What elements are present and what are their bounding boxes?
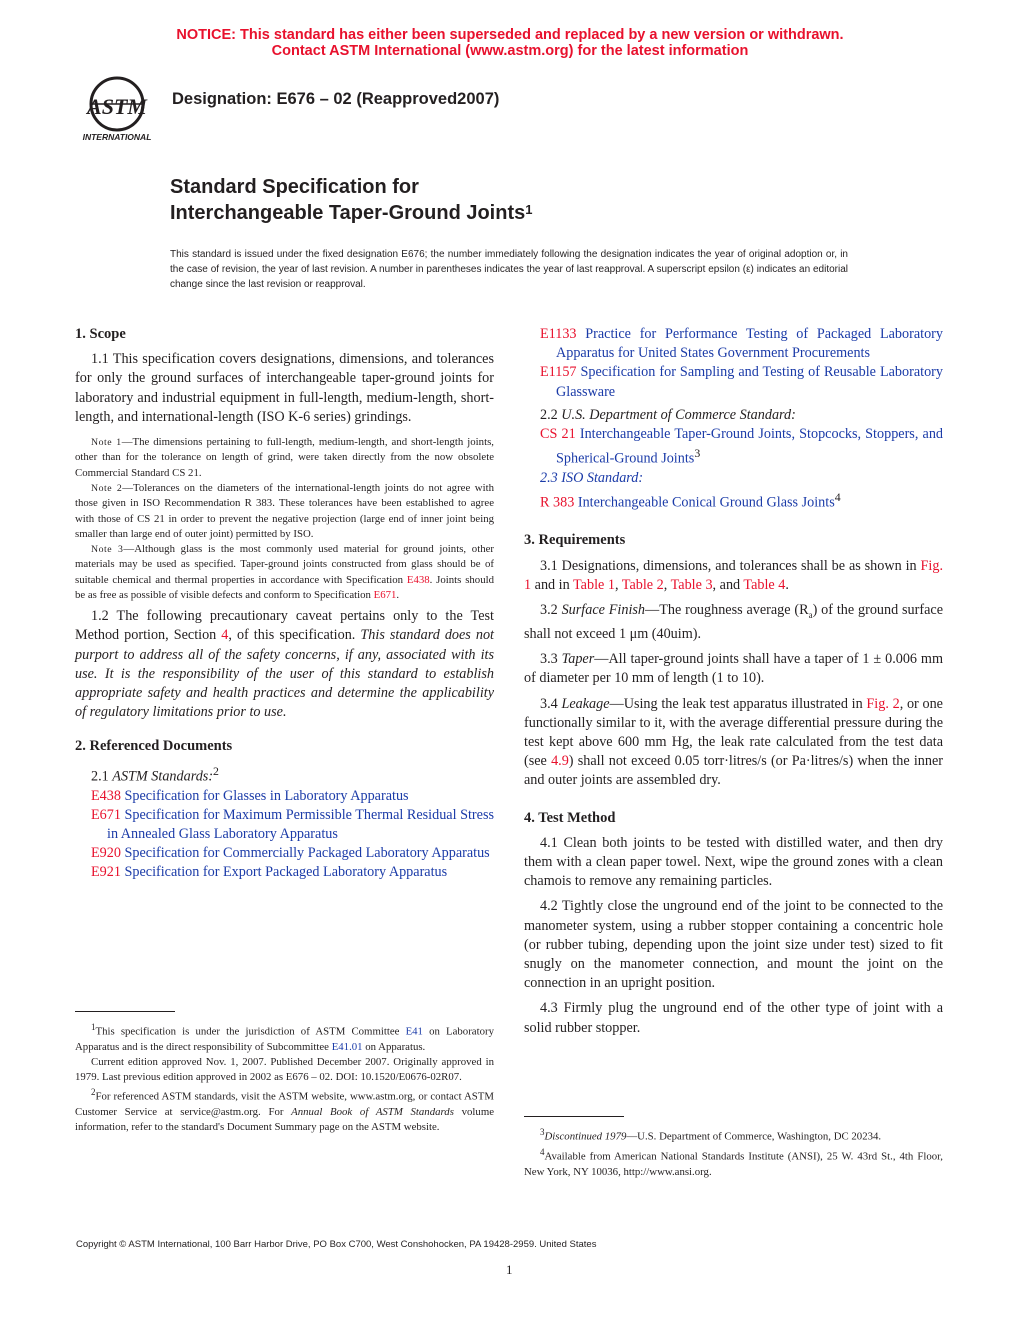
test-4-3: 4.3 Firmly plug the unground end of the other type of joint with a solid rubber stopper. (524, 1000, 943, 1036)
footnote-2 (75, 1085, 494, 1135)
ref-r383-title[interactable]: Interchangeable Conical Ground Glass Joints (574, 495, 835, 512)
link-table-3[interactable]: Table 3 (670, 576, 713, 593)
link-table-4[interactable]: Table 4 (743, 576, 786, 593)
test-4-2: 4.2 Tightly close the unground end of the joint to be connected to the manometer system, using a rubber stopper containing a concentric hole (or rubber tubing, depending upon the joint size under test) sized to fit snugly on the manometer connection, and mount the joint on the connection in an upright position. (524, 898, 943, 992)
reference-item[interactable] (540, 325, 943, 363)
commerce-standard-label (524, 406, 943, 425)
fn2-mark: 2 (91, 1087, 96, 1098)
req-3-4-d: ) shall not exceed 0.05 torr·litres/s (or Pa·litres/s) when the inner and outer joints are assembled dry. (524, 753, 944, 789)
astm-logo (72, 74, 162, 146)
req-3-1 (524, 557, 943, 595)
reference-item[interactable] (91, 787, 494, 806)
req-3-3-a: 3.3 (540, 651, 562, 668)
req-3-1-a: 3.1 Designations, dimensions, and tolerances shall be as shown in (540, 557, 921, 574)
astm-standards-label (75, 762, 494, 787)
title-line-1: Standard Specification for (170, 176, 419, 198)
logo-caption: INTERNATIONAL (82, 132, 152, 142)
req-3-2-a: 3.2 (540, 601, 562, 618)
fn1-a: This specification is under the jurisdiction of ASTM Committee (95, 1025, 406, 1038)
footnote-4 (524, 1145, 943, 1180)
reference-code[interactable]: E1157 (540, 364, 577, 381)
reference-title[interactable]: Specification for Commercially Packaged Laboratory Apparatus (120, 845, 490, 862)
req-3-4-italic: Leakage (561, 695, 610, 712)
reference-list-left (75, 787, 494, 883)
fn3-b: —U.S. Department of Commerce, Washington, DC 20234. (626, 1130, 882, 1143)
footnotes-left (75, 1020, 494, 1136)
r383-footnote-ref[interactable]: 4 (834, 490, 841, 505)
reference-item[interactable] (91, 844, 494, 863)
title-footnote-ref[interactable]: 1 (525, 202, 533, 217)
commerce-label-num: 2.2 (540, 406, 562, 423)
reference-title[interactable]: Specification for Sampling and Testing of Reusable Laboratory Glassware (556, 364, 943, 400)
footnote-divider-right (524, 1116, 624, 1117)
footnote-1-edition: Current edition approved Nov. 1, 2007. Published December 2007. Originally approved in 1979. Last previous edition approved in 2002 as E676 – 02. DOI: 10.1520/E0676-02R07. (75, 1056, 494, 1084)
scope-1-2-a: 1.2 The following precautionary caveat pertains only to the Test Method portion, Section (75, 608, 494, 644)
notice-line-1: NOTICE: This standard has either been superseded and replaced by a new version or withdrawn. (176, 27, 844, 43)
note-3-label: Note 3 (91, 544, 124, 556)
section-1-heading: 1. Scope (75, 326, 126, 342)
logo-mark: ASTM (87, 94, 147, 119)
footnote-3 (524, 1125, 943, 1145)
req-3-3 (524, 650, 943, 688)
scope-1-2-b: , of this specification. (228, 627, 361, 644)
footnotes-right (524, 1125, 943, 1180)
req-3-4 (524, 695, 943, 791)
note-3 (75, 542, 494, 603)
copyright: Copyright © ASTM International, 100 Barr Harbor Drive, PO Box C700, West Conshohocken, PA 19428-2959. United States (76, 1239, 597, 1250)
reference-title[interactable]: Specification for Export Packaged Laboratory Apparatus (120, 864, 448, 881)
fn2-b: volume information, refer to the standard's Document Summary page on the ASTM website. (75, 1106, 495, 1134)
req-3-1-e: , and (712, 576, 744, 593)
title-line-2 (170, 200, 532, 226)
reference-code[interactable]: E1133 (540, 326, 577, 342)
issued-statement: This standard is issued under the fixed designation E676; the number immediately following the designation indicates the year of original adoption or, in the case of revision, the year of last revision. A number in parentheses indicates the year of last reapproval. A superscript epsilon (ε) indicates an editorial change since the last revision or reapproval. (170, 249, 848, 290)
reference-item[interactable] (91, 863, 494, 882)
link-e41[interactable]: E41 (405, 1025, 423, 1038)
link-e41-01[interactable]: E41.01 (331, 1040, 363, 1053)
req-3-3-italic: Taper (561, 651, 595, 668)
note-1 (75, 435, 494, 481)
reference-list-right (524, 325, 943, 402)
note-1-text: —The dimensions pertaining to full-length, medium-length, and short-length joints, other than for the tolerance on length of grind, were taken directly from the now obsolete Commercial Standard CS 21. (75, 436, 494, 479)
req-3-2 (524, 601, 943, 644)
note-3-text-b: . Joints should be as free as possible of visible defects and conform to Specification (75, 573, 494, 601)
reference-title[interactable]: Specification for Glasses in Laboratory Apparatus (120, 787, 409, 804)
note-3-text-c: . (396, 588, 400, 601)
ref-cs21-title[interactable]: Interchangeable Taper-Ground Joints, Stopcocks, Stoppers, and Spherical-Ground Joints (556, 426, 944, 467)
fn2-a: For referenced ASTM standards, visit the ASTM website, www.astm.org, or contact ASTM Customer Service at service@astm.org. For (75, 1091, 494, 1119)
req-3-1-d: , (663, 576, 671, 593)
scope-1-1: 1.1 This specification covers designations, dimensions, and tolerances for only the ground surfaces of interchangeable taper-ground joints for laboratory and industrial equipment in full-length, medium-length, short-length, and international-length (ISO K-6 series) grindings. (75, 351, 494, 425)
test-4-1: 4.1 Clean both joints to be tested with distilled water, and then dry them with a clean paper towel. Next, wipe the ground zones with a clean chamois to remove any remaining particles. (524, 834, 943, 890)
astm-logo-icon (72, 74, 162, 146)
fn3-italic: Discontinued 1979 (544, 1130, 627, 1143)
reference-title[interactable]: Specification for Maximum Permissible Thermal Residual Stress in Annealed Glass Laboratory Apparatus (107, 806, 494, 843)
reference-title[interactable]: Practice for Performance Testing of Packaged Laboratory Apparatus for United States Government Procurements (556, 326, 943, 362)
req-3-2-sub: a (808, 609, 813, 620)
note-3-text-a: —Although glass is the most commonly used material for ground joints, other materials may be used as specified. Taper-ground joints constructed from glass should be of suitable chemical and thermal properties in accordance with Specification (75, 543, 494, 586)
req-3-2-b: —The roughness average (R (645, 601, 809, 618)
fn1-c: on Apparatus. (362, 1040, 426, 1053)
fn1-mark: 1 (91, 1022, 96, 1032)
req-3-1-f: . (785, 576, 789, 593)
req-3-3-b: —All taper-ground joints shall have a taper of 1 ± 0.006 mm of diameter per 10 mm of length (1 to 10). (524, 651, 944, 687)
astm-footnote-ref[interactable]: 2 (213, 763, 219, 778)
link-e438[interactable]: E438 (406, 573, 430, 586)
reference-code[interactable]: E671 (91, 806, 121, 823)
iso-standard-label (524, 469, 943, 488)
note-2 (75, 481, 494, 542)
link-fig-2[interactable]: Fig. 2 (866, 695, 900, 712)
note-1-label: Note 1 (91, 437, 122, 449)
link-table-1[interactable]: Table 1 (573, 576, 615, 593)
reference-item[interactable] (91, 806, 494, 844)
footnote-1 (75, 1020, 494, 1055)
reference-code[interactable]: E921 (91, 864, 121, 881)
link-table-2[interactable]: Table 2 (621, 576, 664, 593)
ref-cs21-code[interactable]: CS 21 (540, 426, 576, 443)
section-3-heading: 3. Requirements (524, 532, 626, 549)
reference-item[interactable] (540, 363, 943, 401)
req-3-4-b: —Using the leak test apparatus illustrated in (609, 695, 867, 712)
note-2-text: —Tolerances on the diameters of the international-length joints do not agree with those given in ISO Recommendation R 383. These tolerances have been established to agree with those of CS 21 in order to prevent the negative projection (large end of inner joint being smaller than large end of outer joint) permitted by ISO. (75, 481, 494, 540)
left-column (75, 325, 494, 883)
fn1-b: on Laboratory Apparatus and is the direct responsibility of Subcommittee (75, 1025, 494, 1053)
document-title (170, 174, 532, 226)
astm-label-text: ASTM Standards: (112, 768, 214, 785)
note-2-label: Note 2 (91, 482, 123, 494)
req-3-1-b: and in (531, 576, 573, 593)
commerce-label-text: U.S. Department of Commerce Standard: (561, 406, 796, 423)
link-e671[interactable]: E671 (373, 588, 397, 601)
section-4-heading: 4. Test Method (524, 809, 616, 826)
req-3-1-c: , (614, 576, 622, 593)
page-number: 1 (506, 1262, 513, 1277)
link-4-9[interactable]: 4.9 (551, 753, 569, 770)
reference-code[interactable]: E920 (91, 845, 121, 862)
ref-r383[interactable] (540, 488, 943, 513)
title-text: Interchangeable Taper-Ground Joints (170, 202, 526, 224)
fn4-text: Available from American National Standards Institute (ANSI), 25 W. 43rd St., 4th Floor, New York, NY 10036, http://www.ansi.org. (524, 1150, 943, 1178)
astm-label-num: 2.1 (91, 768, 113, 785)
req-3-4-a: 3.4 (540, 695, 562, 712)
designation: Designation: E676 – 02 (Reapproved2007) (172, 90, 500, 108)
ref-cs21[interactable] (540, 425, 943, 469)
link-fig-1[interactable]: Fig. 1 (524, 557, 943, 593)
req-3-2-c: ) of the ground surface shall not exceed 1 μm (40uim). (524, 601, 943, 642)
scope-1-2 (75, 607, 494, 722)
fn2-italic: Annual Book of ASTM Standards (291, 1106, 454, 1119)
req-3-2-italic: Surface Finish (561, 601, 646, 618)
right-column (524, 325, 943, 1038)
link-section-4[interactable]: 4 (221, 627, 229, 644)
fn4-mark: 4 (540, 1146, 545, 1157)
cs21-footnote-ref[interactable]: 3 (694, 446, 701, 461)
fn3-mark: 3 (540, 1127, 545, 1137)
safety-caveat: This standard does not purport to address all of the safety concerns, if any, associated with its use. It is the responsibility of the user of this standard to establish appropriate safety and health practices and determine the applicability of regulatory limitations prior to use. (75, 627, 494, 721)
footnote-divider-left (75, 1011, 175, 1012)
reference-code[interactable]: E438 (91, 787, 121, 804)
section-2-heading: 2. Referenced Documents (75, 737, 233, 754)
notice-line-2: Contact ASTM International (www.astm.org) for the latest information (271, 43, 749, 59)
iso-label: 2.3 ISO Standard: (540, 470, 644, 487)
ref-r383-code[interactable]: R 383 (540, 495, 575, 512)
req-3-4-c: , or one functionally similar to it, with the average differential pressure during the test kept above 600 mm Hg, the leak rate calculated from the test data (see (524, 695, 943, 770)
